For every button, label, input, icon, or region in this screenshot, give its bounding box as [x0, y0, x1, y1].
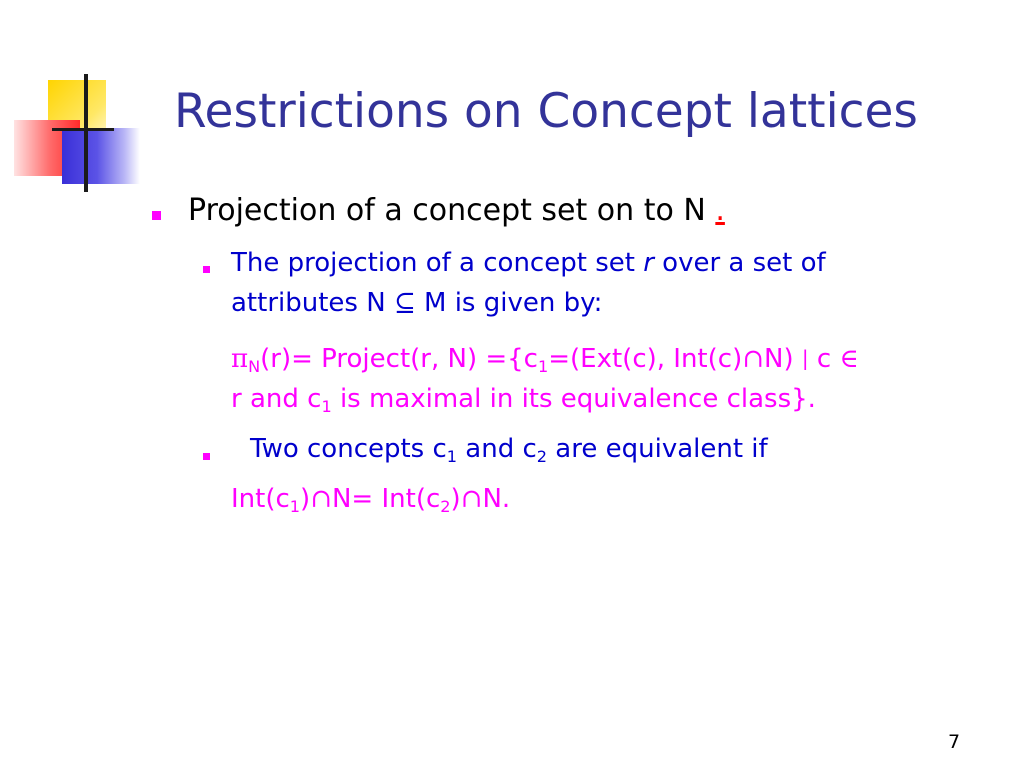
- subscript: 1: [446, 446, 458, 466]
- formula-line2: [231, 384, 816, 414]
- formula-text: is maximal in its equivalence class}.: [331, 384, 816, 414]
- definition-text: M is given by:: [415, 288, 603, 318]
- logo-vertical-line: [84, 74, 88, 192]
- slide-logo: [0, 0, 150, 200]
- subscript: 2: [440, 496, 451, 516]
- formula-line1: [231, 344, 859, 374]
- bullet-projection: [188, 193, 725, 228]
- intersection-symbol: ∩: [310, 484, 332, 514]
- intersection-symbol: ∩: [742, 344, 765, 374]
- projection-definition-line2: [231, 288, 602, 318]
- sub-bullet-marker: [203, 266, 210, 273]
- definition-text: The projection of a concept set: [231, 248, 644, 278]
- page-number: 7: [948, 731, 961, 753]
- red-dot-link[interactable]: .: [715, 193, 725, 228]
- such-that-bar: |: [801, 346, 809, 370]
- projection-definition-line1: [231, 248, 826, 278]
- condition-text: ): [450, 484, 461, 514]
- variable-r: r: [643, 248, 654, 278]
- subscript: N: [248, 356, 261, 376]
- formula-text: (r)= Project(r, N) ={c: [260, 344, 538, 374]
- subscript: 2: [536, 446, 548, 466]
- bullet-projection-text: Projection of a concept set on to N: [188, 193, 716, 228]
- slide-title: Restrictions on Concept lattices: [174, 84, 918, 139]
- sub-bullet-marker: [203, 453, 210, 460]
- pi-symbol: π: [231, 344, 249, 374]
- bullet-marker: [152, 211, 161, 220]
- formula-text: =(Ext(c), Int(c): [548, 344, 743, 374]
- subscript: 1: [537, 356, 549, 376]
- formula-text: N): [764, 344, 802, 374]
- element-of-symbol: ∈: [839, 344, 859, 374]
- subscript: 1: [321, 396, 332, 416]
- formula-text: r and c: [231, 384, 322, 414]
- equivalence-text: Two concepts c: [250, 434, 447, 464]
- condition-text: Int(c: [231, 484, 290, 514]
- intersection-symbol: ∩: [460, 484, 483, 514]
- condition-text: N= Int(c: [331, 484, 441, 514]
- equivalence-text: and c: [457, 434, 537, 464]
- definition-text: over a set of: [653, 248, 826, 278]
- subscript: 1: [289, 496, 301, 516]
- equivalence-bullet: [250, 434, 768, 464]
- condition-text: ): [300, 484, 311, 514]
- logo-horizontal-line: [52, 128, 114, 131]
- formula-text: c: [808, 344, 840, 374]
- subset-symbol: ⊆: [393, 288, 416, 318]
- condition-text: N.: [482, 484, 511, 514]
- equivalence-text: are equivalent if: [547, 434, 768, 464]
- logo-blue-square: [62, 128, 140, 184]
- definition-text: attributes N: [231, 288, 394, 318]
- equivalence-condition: [231, 484, 510, 514]
